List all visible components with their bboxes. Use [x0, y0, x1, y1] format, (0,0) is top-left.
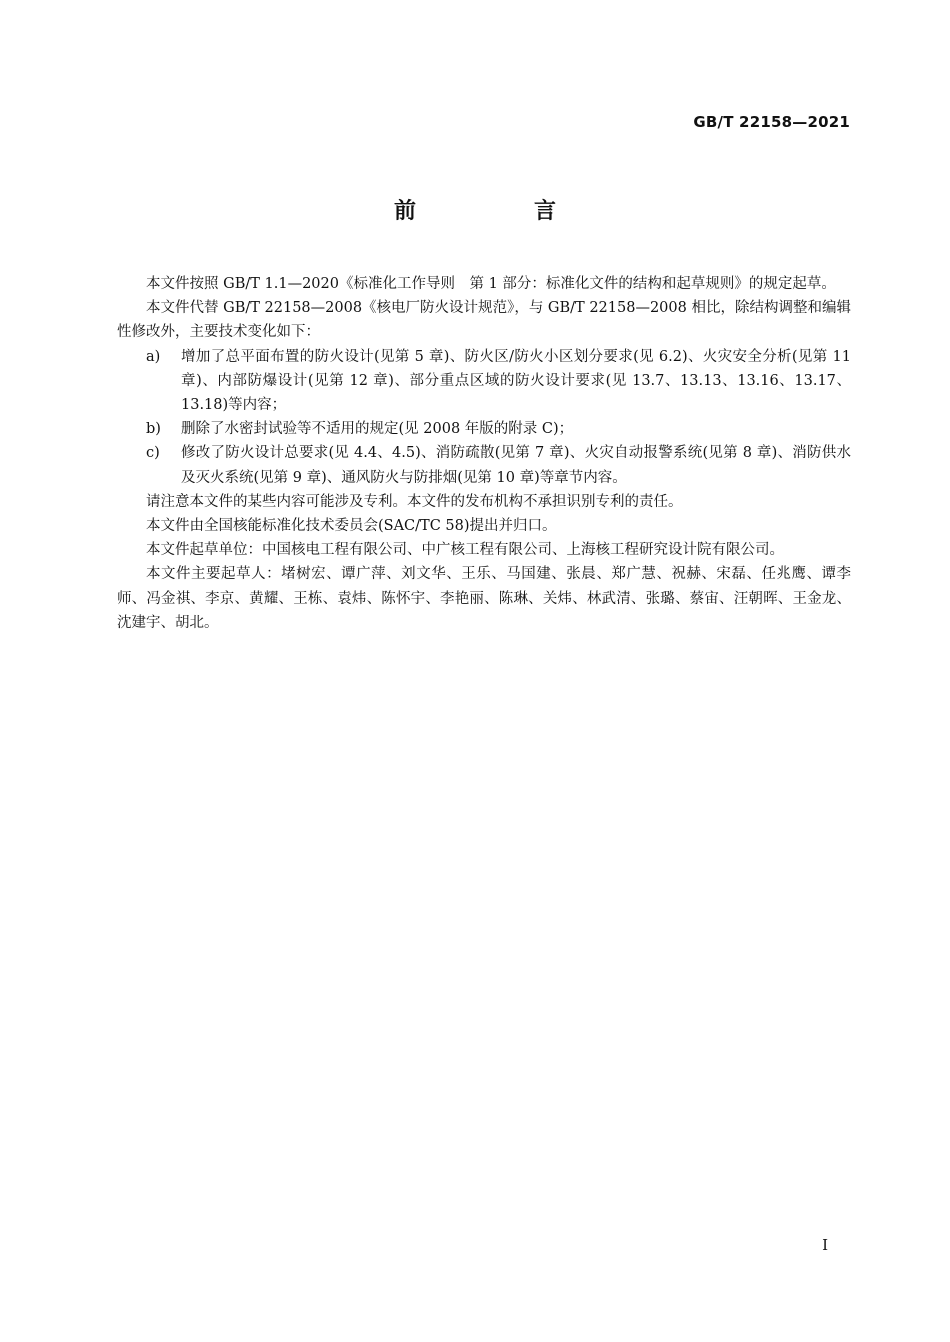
page-number: I [822, 1236, 828, 1254]
change-list [117, 345, 851, 490]
foreword-body [117, 272, 851, 635]
page-title: 前 言 [393, 199, 604, 224]
change-item-label: a) [146, 348, 161, 365]
change-item [117, 441, 851, 489]
change-item-text: 增加了总平面布置的防火设计(见第 5 章)、防火区/防火小区划分要求(见 6.2)、火灾安全分析(见第 11 章)、内部防爆设计(见第 12 章)、部分重点区域的防火设计要求(见 13.7、13.13、13.16、13.17、13.18)等内容； [181, 348, 851, 414]
paragraph-replacement: 本文件代替 GB/T 22158—2008《核电厂防火设计规范》，与 GB/T 22158—2008 相比，除结构调整和编辑性修改外，主要技术变化如下： [117, 300, 851, 341]
paragraph-drafters: 本文件主要起草人：堵树宏、谭广萍、刘文华、王乐、马国建、张晨、郑广慧、祝赫、宋磊、任兆鹰、谭李师、冯金祺、李京、黄耀、王栋、袁炜、陈怀宇、李艳丽、陈琳、关炜、林武清、张璐、蔡宙、汪朝晖、王金龙、沈建宇、胡北。 [117, 566, 851, 631]
change-item [117, 417, 851, 441]
paragraph-drafting-units: 本文件起草单位：中国核电工程有限公司、中广核工程有限公司、上海核工程研究设计院有限公司。 [146, 542, 784, 559]
document-code: GB/T 22158—2021 [693, 113, 850, 131]
change-item-text: 删除了水密封试验等不适用的规定(见 2008 年版的附录 C)； [181, 421, 574, 438]
change-item-label: c) [146, 445, 160, 462]
change-item [117, 345, 851, 418]
paragraph-drafting-basis: 本文件按照 GB/T 1.1—2020《标准化工作导则 第 1 部分：标准化文件的结构和起草规则》的规定起草。 [146, 276, 836, 292]
change-item-label: b) [146, 421, 161, 438]
change-item-text: 修改了防火设计总要求(见 4.4、4.5)、消防疏散(见第 7 章)、火灾自动报警系统(见第 8 章)、消防供水及灭火系统(见第 9 章)、通风防火与防排烟(见第 10 章)等章节内容。 [181, 445, 851, 486]
paragraph-patent-notice: 请注意本文件的某些内容可能涉及专利。本文件的发布机构不承担识别专利的责任。 [146, 493, 683, 510]
paragraph-proposer: 本文件由全国核能标准化技术委员会(SAC/TC 58)提出并归口。 [146, 518, 557, 535]
